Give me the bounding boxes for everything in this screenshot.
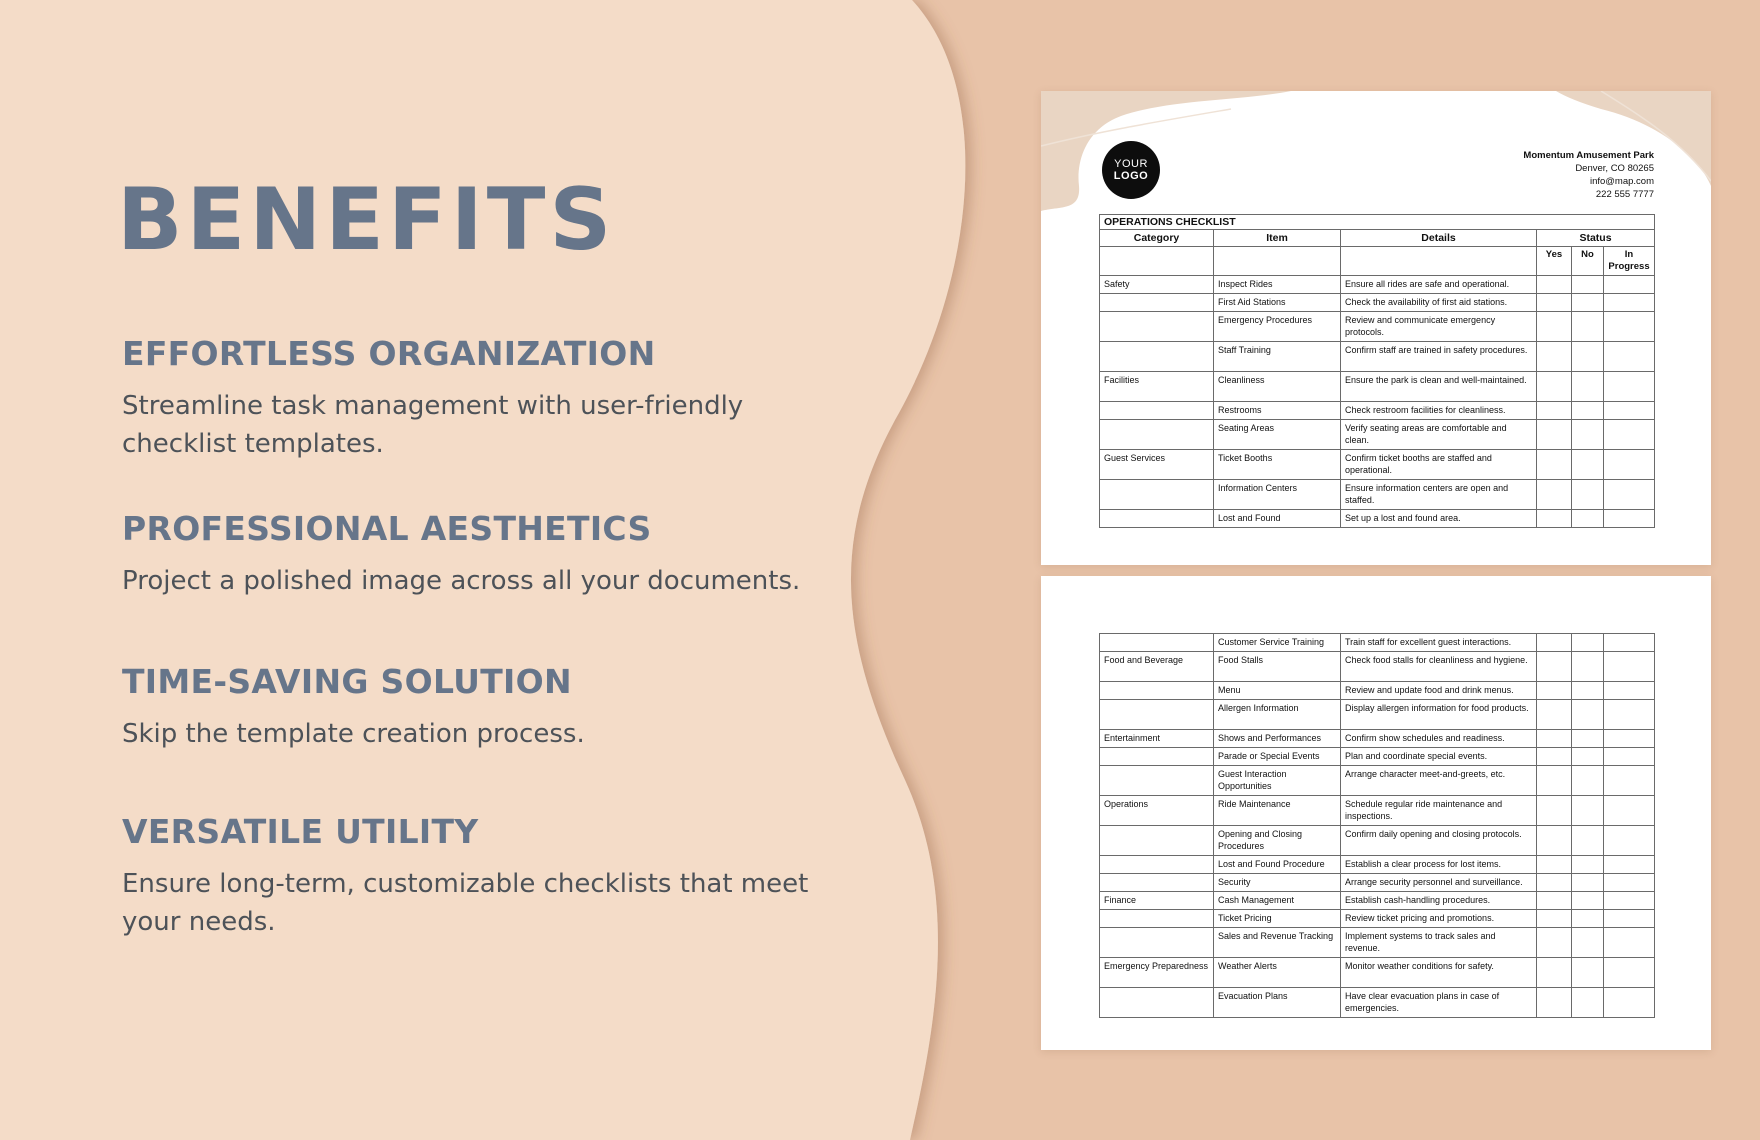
company-city: Denver, CO 80265 [1575,163,1654,174]
status-in-progress-cell[interactable] [1604,892,1655,910]
checklist-row [1100,856,1655,874]
status-yes-cell[interactable] [1537,480,1572,510]
row-item: Shows and Performances [1214,730,1341,748]
row-details: Establish cash-handling procedures. [1341,892,1537,910]
status-in-progress-cell[interactable] [1604,874,1655,892]
checklist-row [1100,766,1655,796]
checklist-row [1100,420,1655,450]
status-yes-cell[interactable] [1537,682,1572,700]
status-yes-cell[interactable] [1537,402,1572,420]
row-details: Ensure all rides are safe and operational. [1341,276,1537,294]
row-category [1100,928,1214,958]
row-category [1100,826,1214,856]
header-no: No [1572,247,1604,276]
row-item: Emergency Procedures [1214,312,1341,342]
row-category: Operations [1100,796,1214,826]
row-details: Confirm daily opening and closing protocols. [1341,826,1537,856]
status-in-progress-cell[interactable] [1604,276,1655,294]
row-details: Implement systems to track sales and revenue. [1341,928,1537,958]
row-details: Check food stalls for cleanliness and hygiene. [1341,652,1537,682]
status-no-cell[interactable] [1572,700,1604,730]
status-no-cell[interactable] [1572,420,1604,450]
benefit-heading: EFFORTLESS ORGANIZATION [122,334,656,373]
row-details: Review and communicate emergency protocols. [1341,312,1537,342]
checklist-row [1100,276,1655,294]
row-category [1100,910,1214,928]
status-no-cell[interactable] [1572,402,1604,420]
status-in-progress-cell[interactable] [1604,634,1655,652]
status-in-progress-cell[interactable] [1604,372,1655,402]
row-category [1100,294,1214,312]
checklist-title: OPERATIONS CHECKLIST [1100,215,1655,230]
row-item: Food Stalls [1214,652,1341,682]
checklist-row [1100,402,1655,420]
header-in-progress: In Progress [1604,247,1655,276]
header-category: Category [1100,230,1214,247]
checklist-row [1100,342,1655,372]
row-item: Cleanliness [1214,372,1341,402]
checklist-row [1100,652,1655,682]
status-no-cell[interactable] [1572,312,1604,342]
row-item: First Aid Stations [1214,294,1341,312]
row-item: Weather Alerts [1214,958,1341,988]
row-details: Review and update food and drink menus. [1341,682,1537,700]
status-no-cell[interactable] [1572,730,1604,748]
row-details: Confirm ticket booths are staffed and operational. [1341,450,1537,480]
status-yes-cell[interactable] [1537,796,1572,826]
row-item: Ticket Booths [1214,450,1341,480]
status-in-progress-cell[interactable] [1604,826,1655,856]
row-item: Ticket Pricing [1214,910,1341,928]
row-category [1100,988,1214,1018]
status-in-progress-cell[interactable] [1604,480,1655,510]
row-item: Customer Service Training [1214,634,1341,652]
row-item: Evacuation Plans [1214,988,1341,1018]
row-category: Safety [1100,276,1214,294]
status-no-cell[interactable] [1572,892,1604,910]
header-item: Item [1214,230,1341,247]
checklist-row [1100,892,1655,910]
row-item: Parade or Special Events [1214,748,1341,766]
row-details: Arrange security personnel and surveillance. [1341,874,1537,892]
status-in-progress-cell[interactable] [1604,402,1655,420]
status-in-progress-cell[interactable] [1604,682,1655,700]
row-item: Sales and Revenue Tracking [1214,928,1341,958]
row-item: Security [1214,874,1341,892]
checklist-row [1100,480,1655,510]
checklist-row [1100,826,1655,856]
status-yes-cell[interactable] [1537,276,1572,294]
row-item: Seating Areas [1214,420,1341,450]
row-item: Guest Interaction Opportunities [1214,766,1341,796]
status-in-progress-cell[interactable] [1604,796,1655,826]
row-item: Inspect Rides [1214,276,1341,294]
status-yes-cell[interactable] [1537,372,1572,402]
status-no-cell[interactable] [1572,796,1604,826]
status-yes-cell[interactable] [1537,874,1572,892]
benefit-effortless-organization [122,334,822,463]
checklist-row [1100,796,1655,826]
status-yes-cell[interactable] [1537,652,1572,682]
row-details: Confirm staff are trained in safety procedures. [1341,342,1537,372]
status-in-progress-cell[interactable] [1604,700,1655,730]
row-details: Monitor weather conditions for safety. [1341,958,1537,988]
row-details: Ensure information centers are open and staffed. [1341,480,1537,510]
row-item: Staff Training [1214,342,1341,372]
row-category [1100,766,1214,796]
status-yes-cell[interactable] [1537,294,1572,312]
status-yes-cell[interactable] [1537,700,1572,730]
status-in-progress-cell[interactable] [1604,766,1655,796]
row-details: Establish a clear process for lost items. [1341,856,1537,874]
status-no-cell[interactable] [1572,294,1604,312]
document-page-1 [1041,91,1711,565]
status-yes-cell[interactable] [1537,826,1572,856]
status-no-cell[interactable] [1572,928,1604,958]
status-no-cell[interactable] [1572,826,1604,856]
row-category [1100,682,1214,700]
status-no-cell[interactable] [1572,652,1604,682]
status-in-progress-cell[interactable] [1604,420,1655,450]
header-row [1100,230,1655,247]
checklist-row [1100,958,1655,988]
row-details: Arrange character meet-and-greets, etc. [1341,766,1537,796]
company-name: Momentum Amusement Park [1523,150,1654,161]
status-no-cell[interactable] [1572,988,1604,1018]
status-subheader-row [1100,247,1655,276]
status-in-progress-cell[interactable] [1604,928,1655,958]
row-details: Have clear evacuation plans in case of emergencies. [1341,988,1537,1018]
row-category: Food and Beverage [1100,652,1214,682]
status-in-progress-cell[interactable] [1604,958,1655,988]
checklist-title-row [1100,215,1655,230]
row-item: Information Centers [1214,480,1341,510]
status-no-cell[interactable] [1572,342,1604,372]
checklist-row [1100,634,1655,652]
checklist-body-page-1 [1100,276,1655,528]
status-no-cell[interactable] [1572,748,1604,766]
checklist-row [1100,730,1655,748]
checklist-row [1100,682,1655,700]
status-in-progress-cell[interactable] [1604,450,1655,480]
page-title: BENEFITS [117,170,616,270]
row-category: Finance [1100,892,1214,910]
status-yes-cell[interactable] [1537,892,1572,910]
benefit-text: Streamline task management with user-friendly checklist templates. [122,391,744,459]
header-status: Status [1537,230,1655,247]
row-item: Lost and Found [1214,510,1341,528]
row-details: Verify seating areas are comfortable and clean. [1341,420,1537,450]
status-yes-cell[interactable] [1537,420,1572,450]
checklist-body-page-2 [1100,634,1655,1018]
checklist-row [1100,874,1655,892]
row-category [1100,420,1214,450]
benefit-professional-aesthetics [122,509,822,600]
checklist-table-page-2 [1099,633,1655,1018]
row-item: Menu [1214,682,1341,700]
status-no-cell[interactable] [1572,910,1604,928]
status-no-cell[interactable] [1572,874,1604,892]
status-yes-cell[interactable] [1537,342,1572,372]
header-details: Details [1341,230,1537,247]
checklist-row [1100,510,1655,528]
status-in-progress-cell[interactable] [1604,342,1655,372]
benefit-heading: TIME-SAVING SOLUTION [122,662,572,701]
row-category [1100,874,1214,892]
status-no-cell[interactable] [1572,480,1604,510]
row-details: Train staff for excellent guest interactions. [1341,634,1537,652]
row-details: Plan and coordinate special events. [1341,748,1537,766]
status-yes-cell[interactable] [1537,856,1572,874]
status-yes-cell[interactable] [1537,766,1572,796]
logo [1102,141,1160,199]
row-category [1100,342,1214,372]
row-category: Entertainment [1100,730,1214,748]
status-in-progress-cell[interactable] [1604,730,1655,748]
benefit-versatile-utility [122,812,822,941]
row-details: Ensure the park is clean and well-maintained. [1341,372,1537,402]
benefit-heading: PROFESSIONAL AESTHETICS [122,509,652,548]
status-yes-cell[interactable] [1537,312,1572,342]
row-item: Ride Maintenance [1214,796,1341,826]
row-category [1100,480,1214,510]
company-info [1523,149,1654,201]
status-yes-cell[interactable] [1537,988,1572,1018]
benefit-text: Ensure long-term, customizable checklists that meet your needs. [122,869,809,937]
row-item: Allergen Information [1214,700,1341,730]
row-details: Review ticket pricing and promotions. [1341,910,1537,928]
status-in-progress-cell[interactable] [1604,312,1655,342]
status-yes-cell[interactable] [1537,928,1572,958]
status-yes-cell[interactable] [1537,510,1572,528]
checklist-row [1100,294,1655,312]
checklist-row [1100,450,1655,480]
status-in-progress-cell[interactable] [1604,652,1655,682]
row-category [1100,634,1214,652]
checklist-row [1100,910,1655,928]
benefit-text: Skip the template creation process. [122,719,585,749]
status-no-cell[interactable] [1572,766,1604,796]
document-page-2 [1041,576,1711,1050]
row-category [1100,312,1214,342]
row-details: Check the availability of first aid stations. [1341,294,1537,312]
status-in-progress-cell[interactable] [1604,510,1655,528]
row-details: Set up a lost and found area. [1341,510,1537,528]
status-no-cell[interactable] [1572,510,1604,528]
status-in-progress-cell[interactable] [1604,748,1655,766]
header-yes: Yes [1537,247,1572,276]
row-category: Emergency Preparedness [1100,958,1214,988]
row-item: Cash Management [1214,892,1341,910]
checklist-table-page-1 [1099,214,1655,528]
status-no-cell[interactable] [1572,682,1604,700]
status-yes-cell[interactable] [1537,748,1572,766]
checklist-row [1100,928,1655,958]
row-category [1100,748,1214,766]
logo-text-top: YOUR [1114,158,1148,170]
benefit-heading: VERSATILE UTILITY [122,812,479,851]
row-details: Check restroom facilities for cleanliness. [1341,402,1537,420]
status-yes-cell[interactable] [1537,634,1572,652]
status-in-progress-cell[interactable] [1604,294,1655,312]
logo-text-bottom: LOGO [1113,170,1149,182]
row-item: Lost and Found Procedure [1214,856,1341,874]
status-no-cell[interactable] [1572,372,1604,402]
status-no-cell[interactable] [1572,958,1604,988]
status-yes-cell[interactable] [1537,910,1572,928]
row-item: Restrooms [1214,402,1341,420]
status-yes-cell[interactable] [1537,450,1572,480]
status-in-progress-cell[interactable] [1604,856,1655,874]
status-in-progress-cell[interactable] [1604,988,1655,1018]
row-details: Display allergen information for food products. [1341,700,1537,730]
row-category [1100,700,1214,730]
status-yes-cell[interactable] [1537,958,1572,988]
row-item: Opening and Closing Procedures [1214,826,1341,856]
company-phone: 222 555 7777 [1595,189,1654,200]
row-details: Confirm show schedules and readiness. [1341,730,1537,748]
row-category: Facilities [1100,372,1214,402]
status-yes-cell[interactable] [1537,730,1572,748]
row-category [1100,510,1214,528]
benefit-time-saving-solution [122,662,822,753]
checklist-row [1100,372,1655,402]
status-no-cell[interactable] [1572,450,1604,480]
company-email: info@map.com [1589,176,1654,187]
benefit-text: Project a polished image across all your documents. [122,566,801,596]
checklist-row [1100,988,1655,1018]
checklist-row [1100,312,1655,342]
status-in-progress-cell[interactable] [1604,910,1655,928]
status-no-cell[interactable] [1572,276,1604,294]
row-category [1100,856,1214,874]
checklist-row [1100,748,1655,766]
status-no-cell[interactable] [1572,634,1604,652]
row-details: Schedule regular ride maintenance and inspections. [1341,796,1537,826]
status-no-cell[interactable] [1572,856,1604,874]
checklist-row [1100,700,1655,730]
row-category: Guest Services [1100,450,1214,480]
row-category [1100,402,1214,420]
